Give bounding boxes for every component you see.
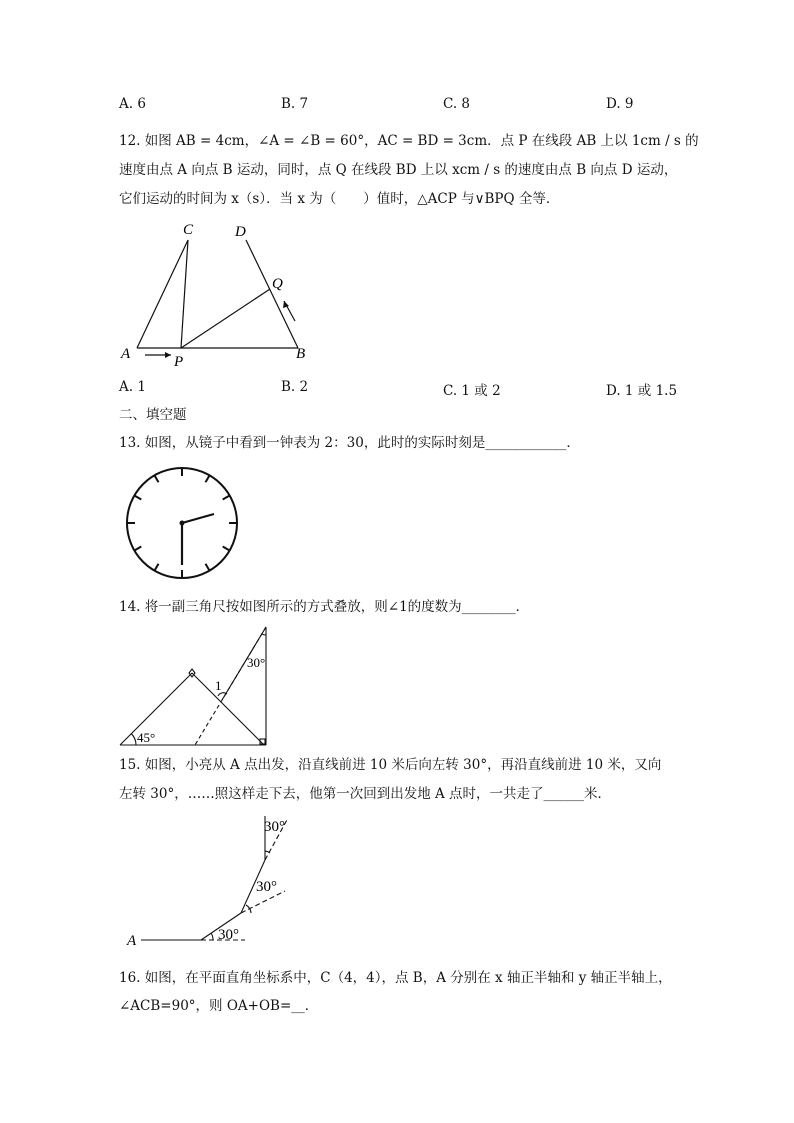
q16-line-2: ∠ACB=90°，则 OA+OB=__． xyxy=(119,998,319,1014)
q12-label-a: A xyxy=(121,346,131,362)
q12-label-p: P xyxy=(174,354,184,370)
q12-option-a: A. 1 xyxy=(119,379,146,395)
q11-option-b: B. 7 xyxy=(281,96,309,112)
q12-label-b: B xyxy=(296,346,306,362)
q11-option-c: C. 8 xyxy=(443,96,471,112)
q12-option-d: D. 1 或 1.5 xyxy=(606,383,678,399)
q12-option-b: B. 2 xyxy=(281,379,309,395)
q14-set-squares-figure xyxy=(115,622,275,750)
section-title: 二、填空题 xyxy=(119,407,187,423)
q12-label-d: D xyxy=(235,224,246,240)
q14-angle-45-label: 45° xyxy=(137,730,156,745)
q15-angle-top-label: 30° xyxy=(264,819,285,835)
q12-line-3: 它们运动的时间为 x（s）．当 x 为（ ）值时，△ACP 与∨BPQ 全等． xyxy=(119,191,560,207)
q12-triangle-figure xyxy=(115,218,325,370)
q14-text: 14. 将一副三角尺按如图所示的方式叠放，则∠1的度数为________． xyxy=(119,599,530,615)
q16-line-1: 16. 如图，在平面直角坐标系中，C（4，4），点 B，A 分别在 x 轴正半轴和 y 轴正半轴上， xyxy=(119,970,672,986)
q13-text: 13. 如图，从镜子中看到一钟表为 2：30，此时的实际时刻是____________． xyxy=(119,435,580,451)
q15-line-1: 15. 如图，小亮从 A 点出发，沿直线前进 10 米后向左转 30°，再沿直线前进 10 米，又向 xyxy=(119,757,662,773)
clock-hour-hand xyxy=(182,514,214,523)
q15-angle-bottom-label: 30° xyxy=(218,927,239,943)
q13-clock-figure xyxy=(120,465,244,585)
q12-label-c: C xyxy=(183,222,194,238)
q15-line-2: 左转 30°，……照这样走下去，他第一次回到出发地 A 点时，一共走了______米． xyxy=(119,786,612,802)
q12-label-q: Q xyxy=(272,276,283,292)
q11-option-a: A. 6 xyxy=(119,96,146,112)
q15-angle-mid-label: 30° xyxy=(256,879,277,895)
clock-center xyxy=(180,521,185,526)
q11-option-d: D. 9 xyxy=(606,96,634,112)
q12-line-1: 12. 如图 AB = 4cm，∠A = ∠B = 60°，AC = BD = 3cm．点 P 在线段 AB 上以 1cm / s 的 xyxy=(119,133,699,149)
q14-angle-30-label: 30° xyxy=(247,655,266,670)
q15-path-figure xyxy=(125,813,305,953)
q14-angle-1-label: 1 xyxy=(215,678,222,693)
q15-label-a: A xyxy=(127,933,137,949)
q12-line-2: 速度由点 A 向点 B 运动，同时，点 Q 在线段 BD 上以 xcm / s 的速度由点 B 向点 D 运动， xyxy=(119,162,678,178)
q12-option-c: C. 1 或 2 xyxy=(443,383,501,399)
